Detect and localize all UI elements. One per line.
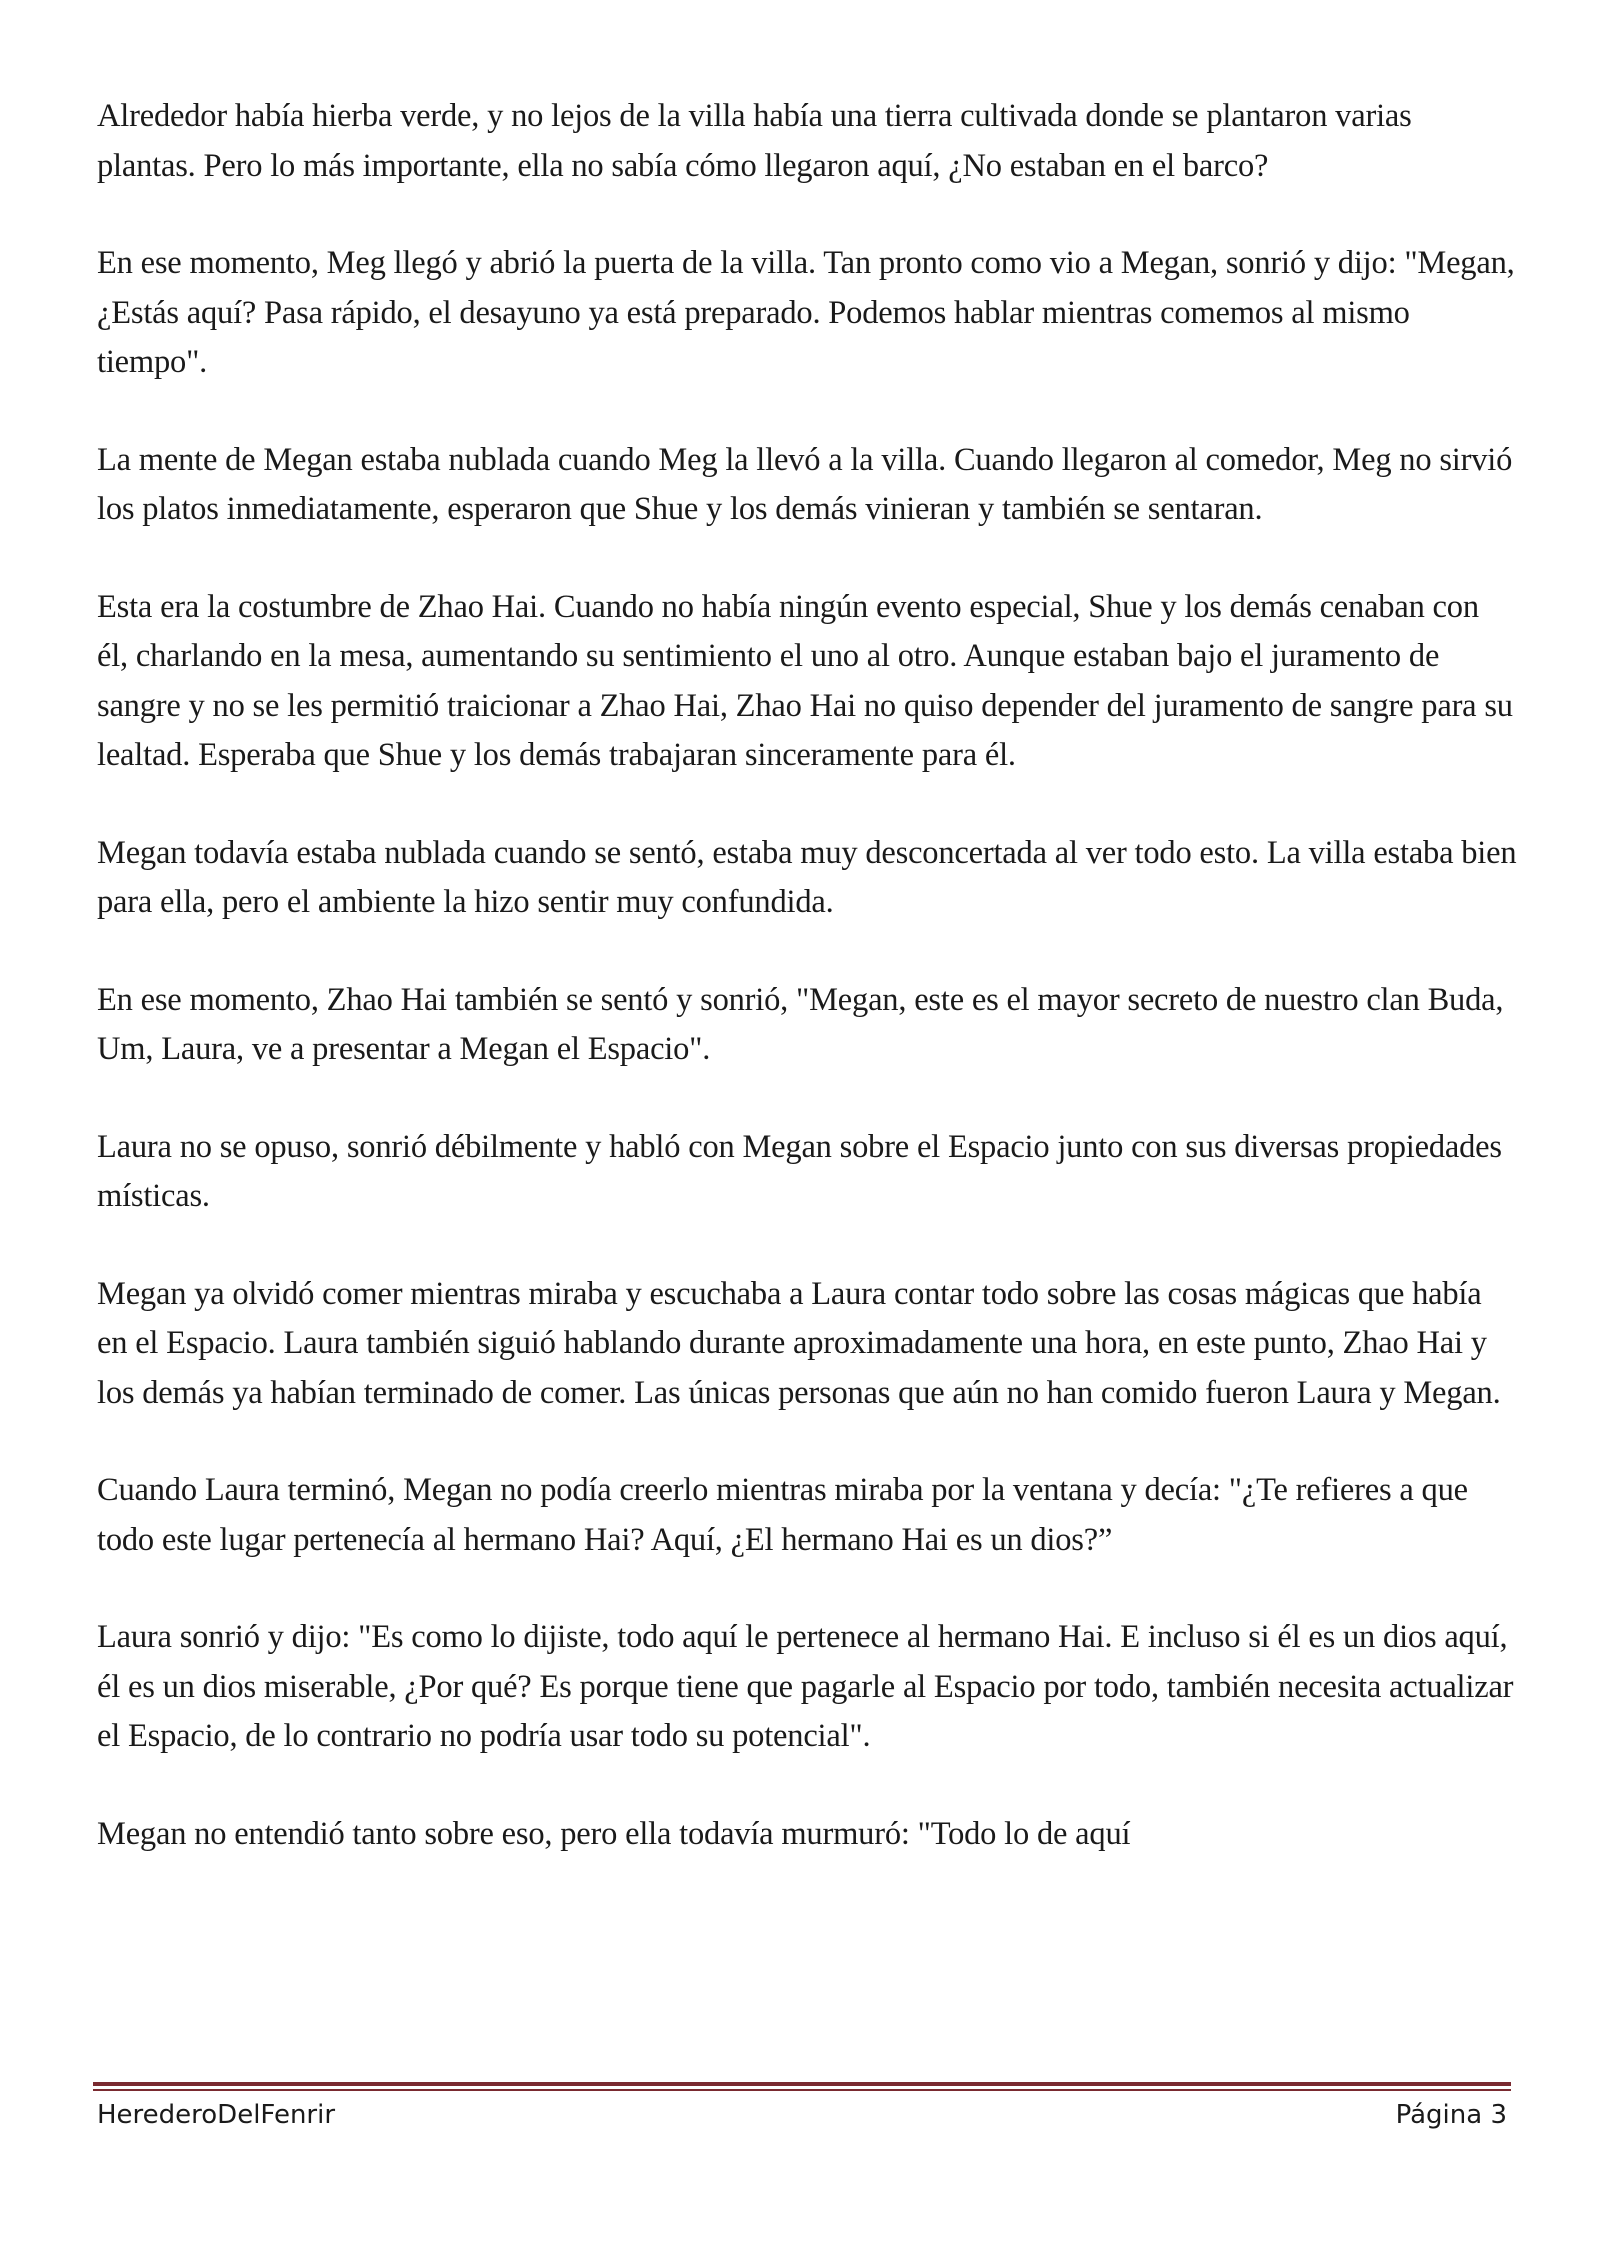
paragraph: Laura sonrió y dijo: "Es como lo dijiste, todo aquí le pertenece al hermano Hai. E incluso si él es un dios aquí, él es un dios miserable, ¿Por qué? Es porque tiene que pagarle al Espacio por todo, también necesita actualizar el Espacio, de lo contrario no podría usar todo su potencial". (97, 1619, 1514, 1754)
paragraph: Megan todavía estaba nublada cuando se sentó, estaba muy desconcertada al ver todo esto. La villa estaba bien para ella, pero el ambiente la hizo sentir muy confundida. (97, 834, 1517, 920)
paragraph: Laura no se opuso, sonrió débilmente y habló con Megan sobre el Espacio junto con sus diversas propiedades místicas. (97, 1128, 1502, 1214)
document-body (97, 92, 1517, 1907)
footer-divider-thin (93, 2089, 1511, 2091)
paragraph: En ese momento, Zhao Hai también se sentó y sonrió, "Megan, este es el mayor secreto de nuestro clan Buda, Um, Laura, ve a presentar a Megan el Espacio". (97, 981, 1504, 1067)
page-footer (97, 2100, 1507, 2140)
footer-author: HerederoDelFenrir (97, 2100, 336, 2130)
paragraph: Megan ya olvidó comer mientras miraba y escuchaba a Laura contar todo sobre las cosas mágicas que había en el Espacio. Laura también siguió hablando durante aproximadamente una hora, en este punto, Zhao Hai y los demás ya habían terminado de comer. Las únicas personas que aún no han comido fueron Laura y Megan. (97, 1275, 1501, 1411)
footer-divider-thick (93, 2082, 1511, 2086)
paragraph: Esta era la costumbre de Zhao Hai. Cuando no había ningún evento especial, Shue y los demás cenaban con él, charlando en la mesa, aumentando su sentimiento el uno al otro. Aunque estaban bajo el juramento de sangre y no se les permitió traicionar a Zhao Hai, Zhao Hai no quiso depender del juramento de sangre para su lealtad. Esperaba que Shue y los demás trabajaran sinceramente para él. (97, 588, 1513, 773)
page-number: Página 3 (1395, 2100, 1507, 2130)
paragraph: La mente de Megan estaba nublada cuando Meg la llevó a la villa. Cuando llegaron al comedor, Meg no sirvió los platos inmediatamente, esperaron que Shue y los demás vinieran y también se sentaran. (97, 441, 1513, 527)
paragraph: Megan no entendió tanto sobre eso, pero ella todavía murmuró: "Todo lo de aquí (97, 1815, 1131, 1852)
paragraph: Cuando Laura terminó, Megan no podía creerlo mientras miraba por la ventana y decía: "¿Te refieres a que todo este lugar pertenecía al hermano Hai? Aquí, ¿El hermano Hai es un dios?” (97, 1472, 1468, 1558)
paragraph: En ese momento, Meg llegó y abrió la puerta de la villa. Tan pronto como vio a Megan, sonrió y dijo: "Megan, ¿Estás aquí? Pasa rápido, el desayuno ya está preparado. Podemos hablar mientras comemos al mismo tiempo". (97, 245, 1515, 380)
paragraph: Alrededor había hierba verde, y no lejos de la villa había una tierra cultivada donde se plantaron varias plantas. Pero lo más importante, ella no sabía cómo llegaron aquí, ¿No estaban en el barco? (97, 98, 1412, 184)
